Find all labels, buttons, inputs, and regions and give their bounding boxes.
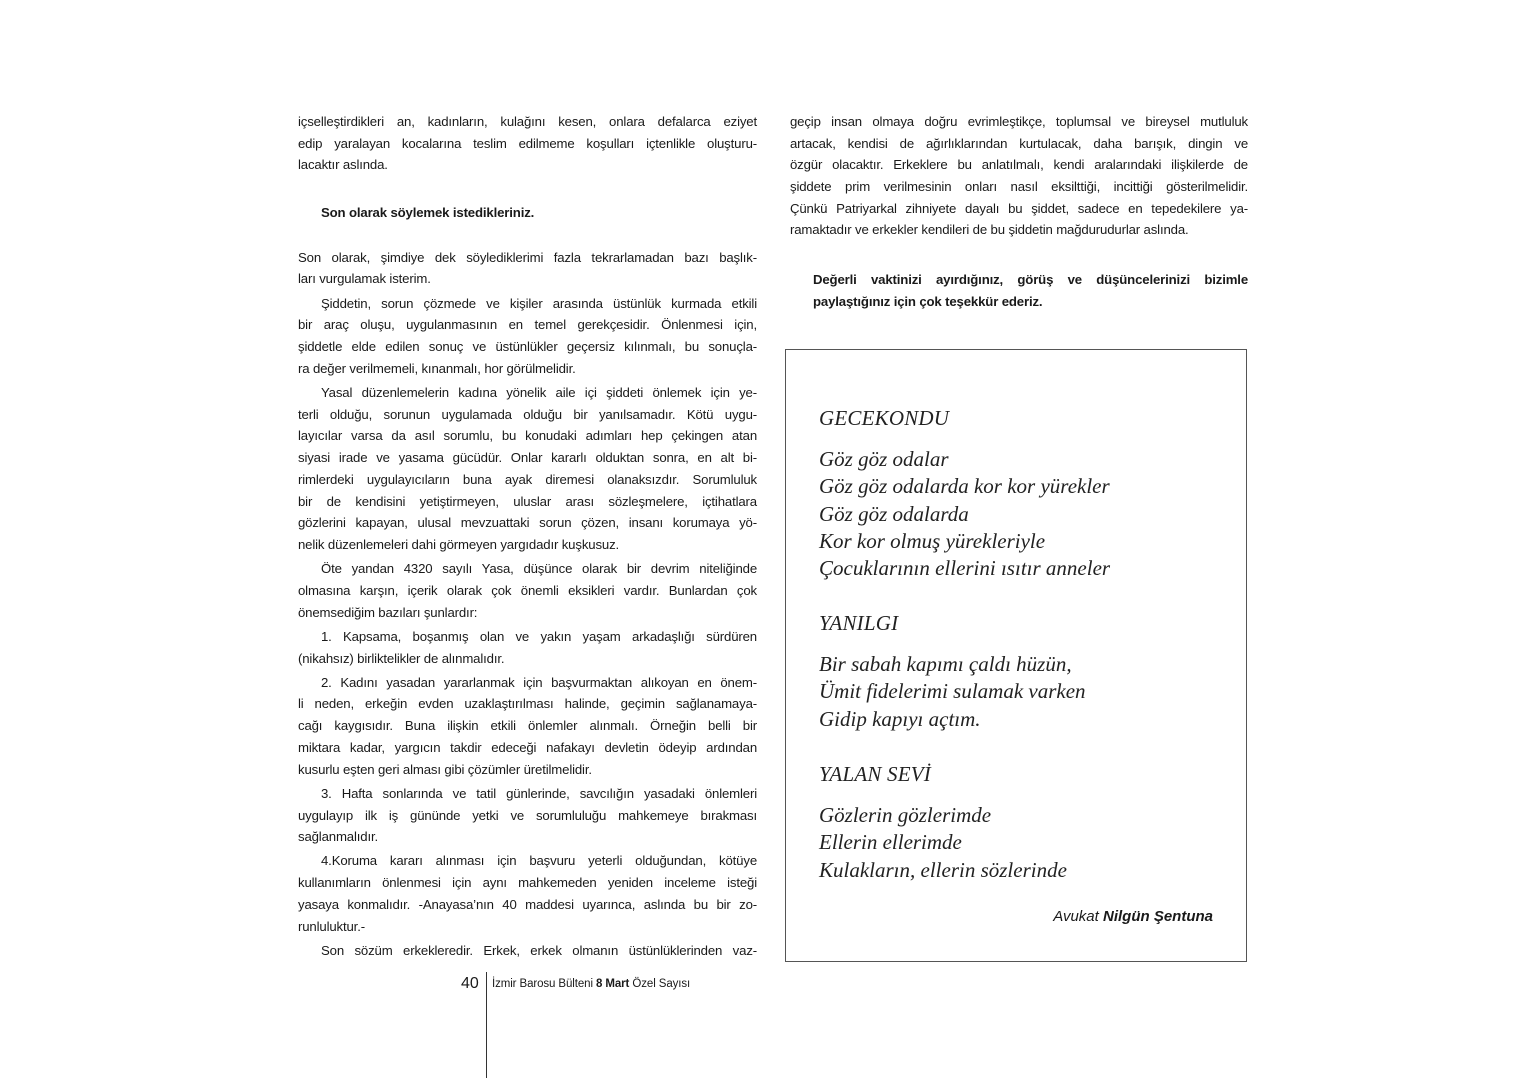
text-line: 3. Hafta sonlarında ve tatil günlerinde, savcılığın yasadaki önlemleri [321, 785, 757, 801]
paragraph [298, 382, 757, 556]
poem-gecekondu [819, 405, 1110, 582]
text-line: edip yaralayan kocalarına teslim edilmeme koşulları içtenlikle oluşturu- [298, 135, 757, 151]
text-line: bir araç oluşu, uygulanmasının en temel gerekçesidir. Önlenmesi için, [298, 317, 757, 333]
publication-name [492, 978, 690, 990]
paragraph [298, 293, 757, 380]
text-line: ra değer verilmemeli, kınanmalı, hor görülmelidir. [298, 360, 576, 376]
paragraph [298, 940, 757, 962]
right-body [790, 111, 1248, 241]
text-line: Son olarak, şimdiye dek söylediklerimi fazla tekrarlamadan bazı başlık- [298, 249, 757, 265]
poem-line: Çocuklarının ellerini ısıtır anneler [819, 556, 1111, 581]
text-line: 4.Koruma kararı alınması için başvuru yeterli olduğundan, kötüye [321, 853, 757, 869]
text-line: içselleştirdikleri an, kadınların, kulağını kesen, onlara defalarca eziyet [298, 114, 757, 129]
paragraph [298, 626, 757, 669]
text-line: özgür olacaktır. Erkeklere bu anlatılmalı, kendi aralarındaki ilişkilerde de [790, 157, 1248, 173]
signature-name: Nilgün Şentuna [1103, 908, 1213, 925]
poem-line: Göz göz odalarda [819, 501, 969, 526]
text-line: uygulayıp ilk iş gününde yetki ve sorumluluğu mahkemeye bırakması [298, 807, 757, 823]
poem-title: YALAN SEVİ [819, 762, 931, 786]
poem-yalan-sevi [819, 761, 1067, 884]
poem-line: Ellerin ellerimde [819, 830, 962, 855]
poem-yanilgi [819, 610, 1086, 733]
poem-line: Göz göz odalarda kor kor yürekler [819, 474, 1110, 499]
publication-suffix: Özel Sayısı [632, 978, 691, 990]
text-line: yasaya konmalıdır. -Anayasa’nın 40 maddesi uyarınca, aslında bu bir zo- [298, 896, 757, 912]
text-line: Öte yandan 4320 sayılı Yasa, düşünce olarak bir devrim niteliğinde [321, 561, 757, 577]
text-line: lacaktır aslında. [298, 157, 388, 173]
page-number: 40 [461, 975, 479, 992]
text-line: siyasi irade ve yasama gücüdür. Onlar kararlı olduktan sonra, en alt bi- [298, 450, 757, 466]
text-line: bir de kendisini yetiştirmeyen, uluslar arası sözleşmelere, içtihatlara [298, 493, 757, 509]
text-line: Yasal düzenlemelerin kadına yönelik aile içi şiddeti önlemek için ye- [321, 385, 757, 401]
right-column [790, 111, 1248, 313]
text-line: artacak, kendisi de ağırlıklarından kurtulacak, daha barışık, dingin ve [790, 135, 1248, 151]
thanks-line: Değerli vaktinizi ayırdığınız, görüş ve düşüncelerinizi bizimle [813, 272, 1248, 288]
text-line: sağlanmalıdır. [298, 829, 378, 845]
text-line: Çünkü Patriyarkal zihniyete dayalı bu şiddet, sadece en tepedekilere ya- [790, 200, 1248, 216]
poem-line: Kulakların, ellerin sözlerinde [819, 857, 1067, 882]
text-line: 2. Kadını yasadan yararlanmak için başvurmaktan alıkoyan en önem- [321, 674, 757, 690]
text-line: kullanımların önlenmesi için aynı mahkemeden yeniden inceleme isteği [298, 875, 757, 891]
text-line: layıcılar varsa da asıl sorumlu, bu konudaki adımları hep çekingen atan [298, 428, 757, 444]
poem-title: GECEKONDU [819, 406, 950, 430]
section-heading: Son olarak söylemek istedikleriniz. [321, 205, 535, 221]
footer-divider [486, 972, 487, 1078]
text-line: cağı kaygısıdır. Buna ilişkin etkili önlemler alınmalı. Örneğin belli bir [298, 718, 757, 734]
text-line: li neden, erkeğin evden uzaklaştırılması halinde, geçimin sağlanamaya- [298, 696, 757, 712]
publication-prefix: İzmir Barosu Bülteni [492, 978, 593, 990]
paragraph [298, 111, 757, 176]
poem-line: Gözlerin gözlerimde [819, 803, 992, 827]
text-line: gözlerini kapayan, ulusal mevzuattaki sorun çözen, insanı korumaya yö- [298, 515, 757, 531]
text-line: geçip insan olmaya doğru evrimleştikçe, toplumsal ve bireysel mutluluk [790, 114, 1248, 129]
text-line: (nikahsız) birliktelikler de alınmalıdır. [298, 650, 505, 666]
paragraph [298, 247, 757, 290]
text-line: kusurlu eşten geri alması gibi çözümler üretilmelidir. [298, 761, 592, 777]
signature [1053, 908, 1213, 925]
signature-prefix: Avukat [1053, 908, 1099, 925]
poem-line: Gidip kapıyı açtım. [819, 706, 981, 731]
text-line: önemsediğim bazıları şunlardır: [298, 604, 478, 620]
thanks-line: paylaştığınız için çok teşekkür ederiz. [813, 293, 1043, 309]
poem-line: Bir sabah kapımı çaldı hüzün, [819, 652, 1072, 676]
paragraph [298, 850, 757, 937]
text-line: Son sözüm erkekleredir. Erkek, erkek olmanın üstünlüklerinden vaz- [321, 942, 757, 958]
text-line: terli olduğu, sorunun uygulamada olduğu bir yanılsamadır. Kötü uygu- [298, 406, 757, 422]
text-line: Şiddetin, sorun çözmede ve kişiler arasında üstünlük kurmada etkili [321, 295, 757, 311]
intro-paragraph [298, 111, 757, 176]
poem-line: Kor kor olmuş yürekleriyle [819, 528, 1046, 553]
poem-line: Göz göz odalar [819, 447, 949, 471]
paragraph [298, 783, 757, 848]
text-line: şiddetle elde edilen sonuç ve üstünlükler geçersiz kılınmalı, bu sonuçla- [298, 339, 757, 355]
text-line: nelik düzenlemeleri dahi görmeyen yargıdadır kuşkusuz. [298, 536, 620, 552]
text-line: ları vurgulamak isterim. [298, 271, 431, 287]
text-line: ramaktadır ve erkekler kendileri de bu şiddetin mağdurudurlar aslında. [790, 222, 1189, 238]
paragraph [298, 672, 757, 780]
left-body [298, 247, 757, 962]
text-line: olmasına karşın, içerik olarak çok önemli eksikleri vardır. Bunlardan çok [298, 582, 757, 598]
poem-box [785, 349, 1247, 962]
poem-title: YANILGI [819, 611, 899, 635]
thanks-note [790, 269, 1248, 312]
text-line: runluluktur.- [298, 918, 365, 934]
text-line: 1. Kapsama, boşanmış olan ve yakın yaşam arkadaşlığı sürdüren [321, 628, 757, 644]
paragraph [790, 111, 1248, 241]
paragraph [298, 558, 757, 623]
left-column [298, 111, 757, 964]
publication-issue: 8 Mart [596, 978, 630, 990]
text-line: şiddete prim verilmesinin onları nasıl eksilttiği, incittiği gösterilmelidir. [790, 179, 1248, 195]
poem-line: Ümit fidelerimi sulamak varken [819, 679, 1086, 704]
text-line: rimlerdeki uygulayıcıların buna ayak diremesi olanaksızdır. Sorumluluk [298, 471, 757, 487]
text-line: miktara kadar, yargıcın takdir edeceği nafakayı devletin ödeyip ardından [298, 739, 757, 755]
